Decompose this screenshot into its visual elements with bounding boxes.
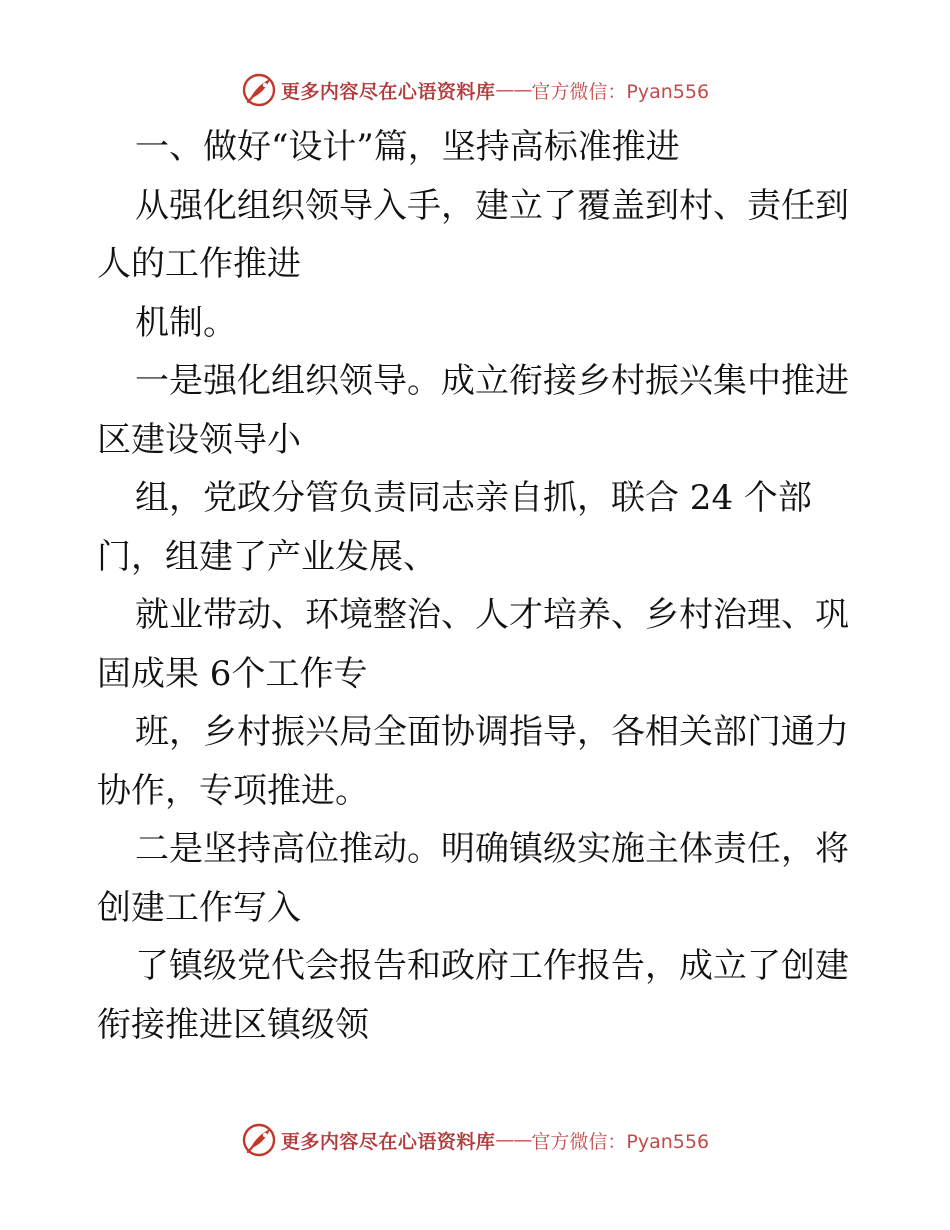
paragraph-line: 人的工作推进 (97, 244, 301, 284)
watermark-banner-bottom (0, 1118, 950, 1162)
paragraph-line: 创建工作写入 (97, 887, 301, 928)
watermark-main-text: 更多内容尽在心语资料库 (280, 80, 496, 103)
paragraph-line: 二是坚持高位推动。明确镇级实施主体责任，将 (135, 829, 849, 869)
paragraph-line: 一是强化组织领导。成立衔接乡村振兴集中推进 (135, 361, 849, 401)
paragraph-line: 了镇级党代会报告和政府工作报告，成立了创建 (135, 946, 849, 986)
feather-pen-logo-icon (241, 1122, 277, 1158)
paragraph-line: 组，党政分管负责同志亲自抓，联合 24 个部 (135, 478, 812, 518)
document-body (97, 118, 857, 1054)
section-heading: 一、做好“设计”篇，坚持高标准推进 (135, 127, 680, 167)
paragraph-line: 区建设领导小 (97, 419, 301, 460)
watermark-dash: —— (495, 1129, 532, 1151)
paragraph-line: 机制。 (135, 302, 237, 343)
paragraph-line: 班，乡村振兴局全面协调指导，各相关部门通力 (135, 712, 849, 752)
watermark-contact-text: 官方微信：Pyan556 (531, 80, 710, 103)
paragraph-line: 就业带动、环境整治、人才培养、乡村治理、巩 (135, 595, 849, 635)
watermark-contact-text: 官方微信：Pyan556 (531, 1130, 710, 1153)
paragraph-line: 门，组建了产业发展、 (97, 536, 437, 577)
paragraph-line: 从强化组织领导入手，建立了覆盖到村、责任到 (135, 185, 849, 226)
paragraph-line: 协作，专项推进。 (97, 770, 369, 811)
watermark-main-text: 更多内容尽在心语资料库 (280, 1130, 496, 1153)
watermark-dash: —— (495, 79, 532, 101)
paragraph-line: 衔接推进区镇级领 (97, 1004, 369, 1045)
paragraph-line: 固成果 6个工作专 (97, 653, 368, 694)
feather-pen-logo-icon (241, 72, 277, 108)
watermark-banner-top (0, 68, 950, 112)
